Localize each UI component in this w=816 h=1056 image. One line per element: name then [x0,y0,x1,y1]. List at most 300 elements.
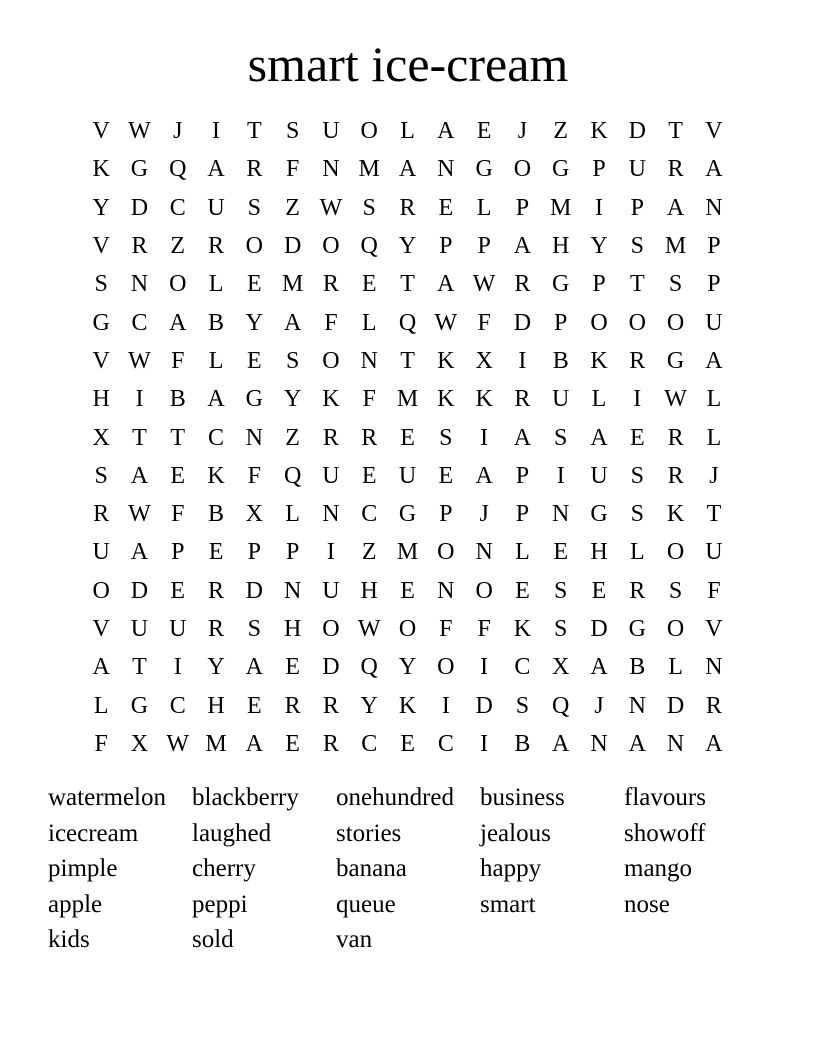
grid-row [82,265,733,303]
grid-letter: I [595,194,603,221]
grid-letter: R [93,501,110,528]
grid-letter: M [396,386,419,413]
grid-letter: K [398,692,417,719]
grid-letter: E [170,462,186,489]
word-list-item: showoff [624,819,706,847]
grid-letter: G [398,501,417,528]
grid-letter: G [590,501,608,528]
grid-letter: R [246,156,263,183]
grid-letter: R [322,692,339,719]
grid-letter: A [245,654,263,681]
grid-letter: E [515,577,530,604]
grid-row [82,533,733,571]
grid-letter: P [247,539,262,566]
grid-letter: E [170,577,186,604]
grid-letter: J [479,501,489,528]
grid-letter: S [439,424,453,451]
grid-letter: W [434,309,458,336]
grid-letter: E [285,730,300,757]
grid-letter: C [169,692,186,719]
grid-letter: E [361,462,377,489]
grid-letter: V [705,616,723,642]
grid-letter: P [285,539,300,566]
grid-letter: F [439,616,453,642]
grid-letter: A [437,271,455,298]
grid-letter: R [667,156,684,183]
grid-letter: A [475,462,493,489]
grid-letter: R [399,194,416,221]
grid-letter: H [283,616,302,642]
grid-letter: N [666,730,685,757]
grid-letter: N [475,539,493,566]
grid-letter: R [629,577,646,604]
grid-letter: T [629,271,645,298]
word-list-item: icecream [48,819,139,847]
grid-letter: W [357,616,381,642]
grid-letter: Z [285,424,300,451]
grid-letter: F [94,730,108,757]
grid-letter: W [319,194,343,221]
grid-letter: P [630,194,644,221]
grid-letter: R [361,424,378,451]
grid-letter: Y [398,233,417,260]
grid-row [82,457,733,495]
grid-letter: T [132,424,147,451]
word-list-item: blackberry [192,784,299,811]
grid-letter: D [245,577,263,604]
grid-letter: D [590,616,608,642]
grid-letter: Z [361,539,377,566]
grid-letter: G [245,386,263,413]
grid-letter: K [590,118,608,145]
page-title: smart ice-cream [247,36,569,92]
grid-letter: I [326,539,335,566]
grid-letter: A [130,539,149,566]
grid-letter: E [285,654,300,681]
grid-letter: P [554,309,568,336]
grid-letter: L [515,539,530,566]
grid-letter: D [130,577,149,604]
word-list-item: mango [624,855,693,883]
grid-letter: L [476,194,492,221]
grid-letter: U [207,194,225,221]
grid-letter: R [208,233,225,260]
grid-letter: U [322,118,340,145]
grid-letter: K [322,386,340,413]
grid-letter: T [132,654,147,681]
grid-letter: A [92,654,110,681]
grid-letter: L [706,424,722,451]
grid-letter: S [630,233,644,260]
grid-letter: X [92,424,110,451]
grid-letter: N [322,501,340,528]
grid-letter: A [513,424,532,451]
word-list-item: watermelon [48,784,167,811]
grid-letter: O [628,309,646,336]
grid-letter: E [247,347,262,374]
word-list-item: apple [48,890,103,918]
grid-letter: P [592,156,606,183]
grid-letter: G [666,347,685,374]
word-list-item: peppi [192,890,248,918]
grid-letter: C [131,309,148,336]
grid-letter: B [552,347,569,374]
grid-letter: O [322,616,340,642]
grid-letter: S [515,692,530,719]
grid-letter: K [207,462,225,489]
grid-letter: N [360,347,378,374]
grid-letter: C [437,730,454,757]
grid-letter: U [398,462,417,489]
grid-letter: A [705,347,723,374]
grid-letter: T [400,347,415,374]
grid-letter: A [590,424,608,451]
grid-letter: O [398,616,417,642]
grid-letter: A [207,156,225,183]
grid-letter: H [360,577,378,604]
grid-letter: C [361,730,378,757]
grid-letter: F [285,156,300,183]
grid-letter: M [358,156,380,183]
grid-row [82,610,733,648]
grid-letter: D [130,194,149,221]
grid-letter: W [166,730,190,757]
grid-letter: G [92,309,110,336]
grid-letter: N [130,271,149,298]
grid-letter: F [171,347,185,374]
grid-letter: L [285,501,300,528]
grid-letter: W [128,118,151,145]
grid-letter: A [437,118,455,145]
grid-letter: X [245,501,263,528]
grid-letter: T [400,271,415,298]
grid-letter: E [247,271,262,298]
grid-letter: C [514,654,531,681]
grid-letter: E [438,462,454,489]
grid-letter: R [208,616,225,642]
grid-letter: C [361,501,378,528]
grid-letter: U [322,577,340,604]
grid-letter: S [247,194,262,221]
grid-letter: O [475,577,493,604]
grid-letter: P [515,194,530,221]
grid-letter: Q [360,233,378,260]
grid-letter: P [592,271,606,298]
grid-row [82,686,733,724]
grid-letter: T [170,424,186,451]
grid-letter: I [480,424,489,451]
grid-letter: O [666,309,685,336]
grid-letter: K [513,616,532,642]
grid-letter: Z [285,194,300,221]
grid-letter: R [667,424,684,451]
grid-letter: S [630,462,644,489]
grid-letter: L [706,386,722,413]
grid-row [82,572,733,610]
grid-letter: Q [552,692,570,719]
word-list-item: nose [624,890,670,918]
grid-letter: E [476,118,492,145]
grid-letter: T [668,118,683,145]
grid-letter: A [590,654,608,681]
word-list-item: stories [336,819,402,847]
grid-letter: V [92,118,110,145]
grid-letter: P [515,501,530,528]
grid-letter: Y [590,233,608,260]
grid-letter: K [437,347,455,374]
grid-letter: E [591,577,607,604]
grid-letter: P [477,233,491,260]
grid-letter: I [173,654,182,681]
grid-letter: N [437,156,455,183]
grid-letter: U [590,462,608,489]
grid-letter: V [92,347,110,374]
word-list-item: jealous [480,819,551,847]
word-list-item: van [336,926,373,954]
grid-letter: Y [207,654,225,681]
grid-letter: R [667,462,684,489]
grid-letter: S [554,577,568,604]
grid-letter: K [666,501,685,528]
grid-letter: P [707,233,721,260]
grid-letter: G [130,156,149,183]
grid-letter: S [285,347,300,374]
grid-letter: I [480,654,489,681]
grid-letter: I [441,692,450,719]
grid-letter: A [513,233,532,260]
grid-letter: S [247,616,262,642]
grid-letter: K [92,156,110,183]
word-list-item: pimple [48,855,118,883]
grid-letter: B [208,309,225,336]
grid-row [82,495,733,533]
grid-letter: M [550,194,572,221]
grid-row [82,648,733,686]
grid-letter: G [130,692,149,719]
grid-letter: Z [553,118,569,145]
grid-letter: S [554,616,568,642]
grid-letter: X [475,347,493,374]
grid-letter: E [553,539,569,566]
grid-letter: A [705,730,723,757]
word-list-item: laughed [192,819,272,847]
grid-letter: K [590,347,608,374]
grid-letter: N [552,501,570,528]
word-list-item: happy [480,855,542,883]
grid-letter: S [668,271,683,298]
grid-letter: P [515,462,530,489]
grid-letter: A [130,462,149,489]
grid-letter: L [591,386,607,413]
grid-letter: O [666,616,685,642]
word-list-item: sold [192,926,234,954]
grid-row [82,189,733,227]
grid-letter: D [666,692,685,719]
grid-letter: S [94,271,108,298]
grid-letter: R [284,692,301,719]
grid-letter: U [130,616,149,642]
grid-letter: N [628,692,646,719]
grid-letter: O [322,347,340,374]
grid-letter: F [362,386,376,413]
grid-letter: L [400,118,415,145]
grid-letter: C [208,424,225,451]
grid-row [82,380,733,418]
grid-letter: N [705,194,723,221]
grid-letter: H [590,539,608,566]
grid-letter: B [514,730,531,757]
grid-letter: E [208,539,224,566]
grid-letter: M [396,539,419,566]
grid-letter: R [322,424,339,451]
grid-letter: S [362,194,376,221]
grid-letter: M [664,233,687,260]
grid-letter: I [212,118,221,145]
grid-row [82,112,733,150]
grid-letter: K [475,386,493,413]
grid-letter: P [439,501,453,528]
grid-letter: Q [398,309,417,336]
grid-letter: P [439,233,453,260]
grid-letter: L [629,539,645,566]
grid-letter: Y [245,309,263,336]
grid-letter: J [594,692,604,719]
grid-row [82,342,733,380]
grid-letter: E [247,692,262,719]
grid-letter: U [169,616,187,642]
grid-row [82,303,733,341]
grid-letter: D [475,692,493,719]
grid-letter: R [705,692,722,719]
grid-letter: S [285,118,300,145]
grid-letter: W [128,501,151,528]
grid-letter: A [169,309,187,336]
grid-letter: Y [283,386,302,413]
grid-letter: O [245,233,263,260]
grid-letter: W [128,347,151,374]
grid-letter: O [513,156,532,183]
grid-letter: F [247,462,262,489]
grid-letter: R [322,730,339,757]
grid-letter: N [283,577,302,604]
grid-letter: O [360,118,378,145]
grid-letter: V [705,118,723,145]
grid-letter: Q [169,156,187,183]
word-list-item: banana [336,855,407,883]
grid-letter: O [590,309,608,336]
grid-letter: G [475,156,493,183]
grid-letter: T [247,118,262,145]
grid-letter: E [629,424,645,451]
grid-letter: H [207,692,225,719]
grid-letter: Q [360,654,378,681]
grid-letter: Y [92,194,110,221]
grid-row [82,150,733,188]
grid-letter: F [477,616,491,642]
grid-letter: O [666,539,685,566]
grid-letter: E [400,424,415,451]
grid-letter: J [173,118,183,145]
grid-letter: O [437,539,455,566]
grid-letter: O [322,233,340,260]
grid-letter: F [171,501,185,528]
grid-letter: N [245,424,263,451]
grid-letter: Z [170,233,186,260]
grid-letter: H [552,233,570,260]
grid-letter: D [628,118,646,145]
grid-letter: A [207,386,225,413]
grid-letter: O [437,654,455,681]
grid-letter: U [628,156,646,183]
grid-letter: P [707,271,721,298]
grid-letter: W [472,271,496,298]
letter-grid [82,112,733,763]
grid-letter: A [552,730,570,757]
grid-letter: D [322,654,340,681]
grid-letter: B [629,654,646,681]
grid-letter: U [92,539,110,566]
grid-letter: A [628,730,646,757]
grid-letter: E [438,194,454,221]
grid-letter: H [92,386,110,413]
word-list-item: queue [336,890,396,918]
grid-letter: D [283,233,302,260]
grid-letter: S [554,424,568,451]
grid-row [82,227,733,265]
grid-letter: J [517,118,528,145]
grid-letter: M [205,730,227,757]
grid-letter: G [552,271,570,298]
grid-letter: R [514,386,531,413]
grid-letter: V [92,616,110,642]
grid-letter: I [633,386,642,413]
grid-letter: A [283,309,302,336]
grid-letter: N [437,577,455,604]
grid-letter: A [705,156,723,183]
grid-letter: R [629,347,646,374]
grid-letter: U [322,462,340,489]
grid-letter: R [322,271,339,298]
grid-letter: I [480,730,489,757]
grid-letter: N [590,730,608,757]
grid-letter: F [324,309,338,336]
grid-letter: O [92,577,110,604]
grid-letter: S [668,577,683,604]
grid-letter: B [208,501,225,528]
grid-letter: I [556,462,565,489]
grid-letter: B [169,386,186,413]
word-list-item: flavours [624,784,706,811]
word-list-item: smart [480,890,536,918]
word-list-item: kids [48,926,90,954]
grid-letter: R [208,577,225,604]
grid-letter: A [245,730,263,757]
grid-letter: R [131,233,148,260]
grid-letter: J [709,462,719,489]
grid-letter: T [706,501,722,528]
grid-letter: L [208,347,224,374]
grid-letter: U [552,386,570,413]
grid-row [82,418,733,456]
grid-letter: L [208,271,224,298]
grid-letter: Y [398,654,417,681]
grid-letter: V [92,233,110,260]
grid-letter: A [666,194,685,221]
grid-letter: Y [360,692,378,719]
grid-letter: G [628,616,646,642]
grid-letter: A [398,156,417,183]
grid-letter: L [93,692,109,719]
